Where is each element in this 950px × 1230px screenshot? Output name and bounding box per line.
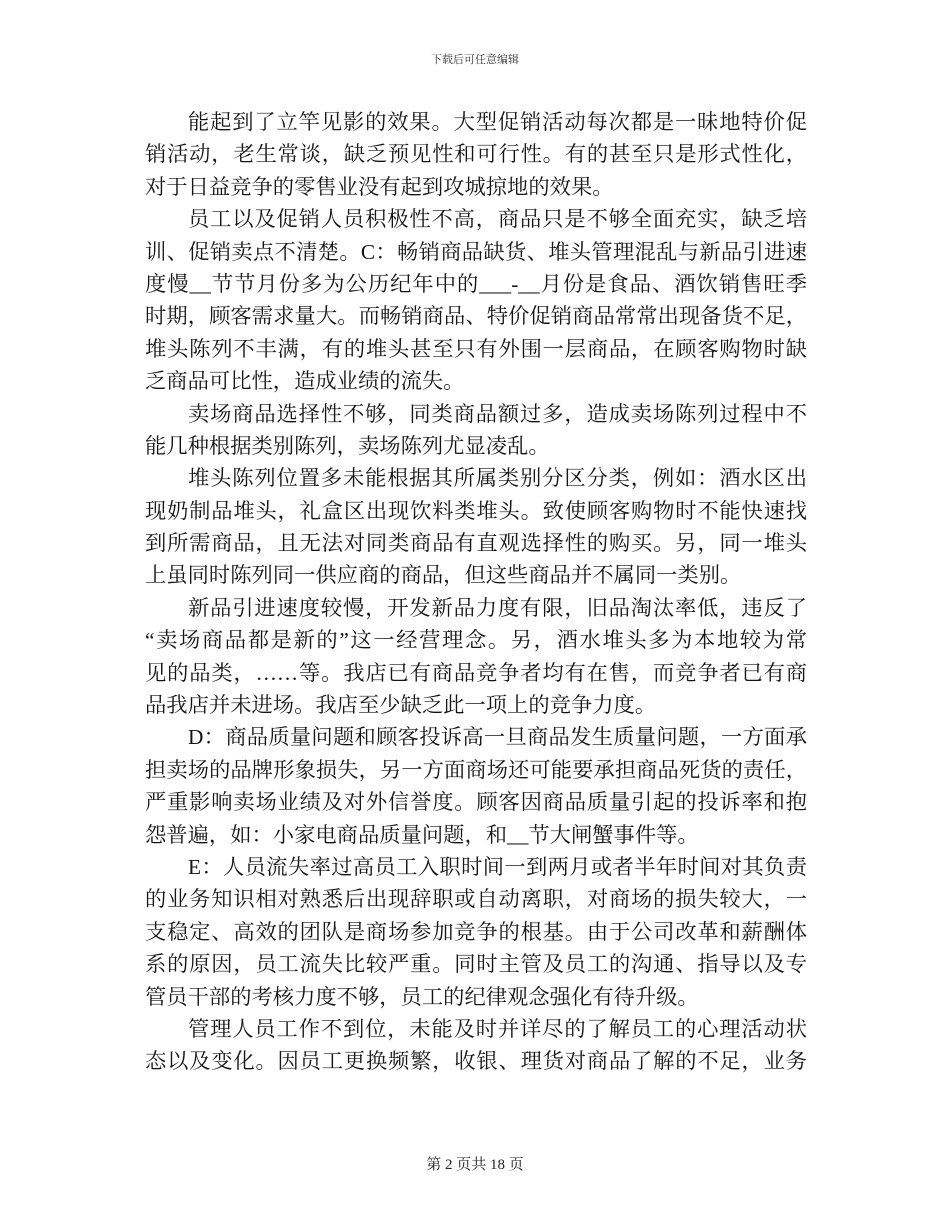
text-line: 支稳定、高效的团队是商场参加竞争的根基。由于公司改革和薪酬体 <box>145 919 807 944</box>
page-header-note: 下载后可任意编辑 <box>431 54 519 66</box>
text-line: 态以及变化。因员工更换频繁，收银、理货对商品了解的不足，业务 <box>145 1049 807 1074</box>
text-line: 堆头陈列位置多未能根据其所属类别分区分类，例如：酒水区出 <box>188 466 807 491</box>
text-line: 担卖场的品牌形象损失，另一方面商场还可能要承担商品死货的责任， <box>145 757 807 782</box>
text-line: D：商品质量问题和顾客投诉高一旦商品发生质量问题，一方面承 <box>188 725 807 750</box>
text-line: 到所需商品，且无法对同类商品有直观选择性的购买。另，同一堆头 <box>145 531 807 556</box>
text-line: 销活动，老生常谈，缺乏预见性和可行性。有的甚至只是形式性化， <box>145 142 807 167</box>
paragraph <box>145 1013 807 1078</box>
text-line: 现奶制品堆头，礼盒区出现饮料类堆头。致使顾客购物时不能快速找 <box>145 498 807 523</box>
text-line: 训、促销卖点不清楚。C：畅销商品缺货、堆头管理混乱与新品引进速 <box>145 239 807 264</box>
text-line: 卖场商品选择性不够，同类商品额过多，造成卖场陈列过程中不 <box>188 401 807 426</box>
text-line: 堆头陈列不丰满，有的堆头甚至只有外围一层商品，在顾客购物时缺 <box>145 336 807 361</box>
text-line: 品我店并未进场。我店至少缺乏此一项上的竞争力度。 <box>145 693 657 718</box>
page-number-footer: 第 2 页共 18 页 <box>426 1157 524 1173</box>
text-line: “卖场商品都是新的”这一经营理念。另，酒水堆头多为本地较为常 <box>145 628 807 653</box>
text-line: 度慢__节节月份多为公历纪年中的___-__月份是食品、酒饮销售旺季 <box>145 271 807 296</box>
paragraph <box>145 721 807 851</box>
text-line: 管员干部的考核力度不够，员工的纪律观念强化有待升级。 <box>145 984 699 1009</box>
paragraph <box>145 398 807 463</box>
text-line: 的业务知识相对熟悉后出现辞职或自动离职，对商场的损失较大，一 <box>145 887 807 912</box>
text-line: 新品引进速度较慢，开发新品力度有限，旧品淘汰率低，违反了 <box>188 595 807 620</box>
text-line: 系的原因，员工流失比较严重。同时主管及员工的沟通、指导以及专 <box>145 952 807 977</box>
paragraph <box>145 851 807 1013</box>
text-line: 时期，顾客需求量大。而畅销商品、特价促销商品常常出现备货不足， <box>145 304 807 329</box>
text-line: 管理人员工作不到位，未能及时并详尽的了解员工的心理活动状 <box>188 1016 807 1041</box>
paragraph <box>145 203 807 397</box>
text-line: E：人员流失率过高员工入职时间一到两月或者半年时间对其负责 <box>188 854 807 879</box>
paragraph <box>145 462 807 592</box>
text-line: 上虽同时陈列同一供应商的商品，但这些商品并不属同一类别。 <box>145 563 742 588</box>
text-line: 员工以及促销人员积极性不高，商品只是不够全面充实，缺乏培 <box>188 207 807 232</box>
text-line: 能起到了立竿见影的效果。大型促销活动每次都是一昧地特价促 <box>188 110 807 134</box>
text-line: 对于日益竞争的零售业没有起到攻城掠地的效果。 <box>145 174 614 199</box>
text-line: 严重影响卖场业绩及对外信誉度。顾客因商品质量引起的投诉率和抱 <box>145 790 807 815</box>
document-body <box>145 106 807 1078</box>
paragraph <box>145 106 807 203</box>
text-line: 乏商品可比性，造成业绩的流失。 <box>145 369 465 394</box>
paragraph <box>145 592 807 722</box>
text-line: 怨普遍，如：小家电商品质量问题，和__节大闸蟹事件等。 <box>145 822 699 847</box>
text-line: 能几种根据类别陈列，卖场陈列尤显凌乱。 <box>145 433 550 458</box>
text-line: 见的品类，……等。我店已有商品竞争者均有在售，而竞争者已有商 <box>145 660 807 685</box>
